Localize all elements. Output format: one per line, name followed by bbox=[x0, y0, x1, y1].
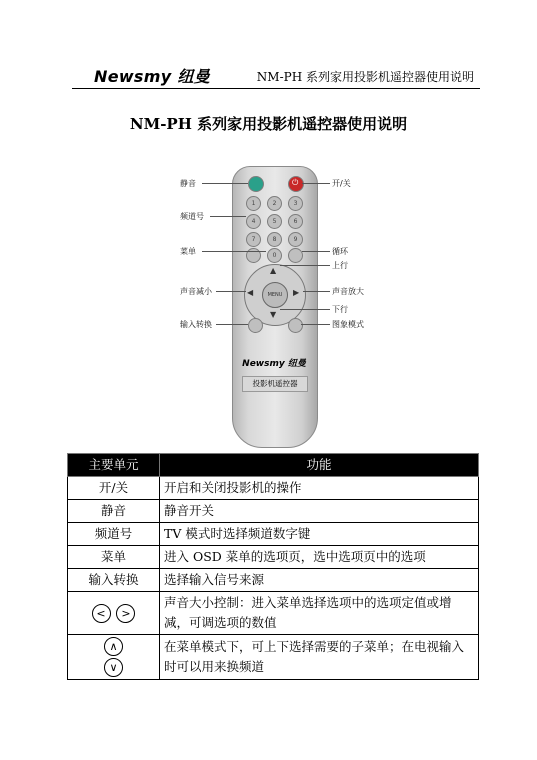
table-row bbox=[68, 635, 479, 680]
number-key: 7 bbox=[246, 232, 261, 247]
leader-line bbox=[202, 251, 266, 252]
header-title: NM-PH 系列家用投影机遥控器使用说明 bbox=[256, 70, 474, 84]
callout-input: 输入转换 bbox=[180, 320, 212, 329]
unit-cell-up-down bbox=[68, 635, 160, 680]
callout-mute: 静音 bbox=[180, 179, 196, 188]
callout-up: 上行 bbox=[332, 261, 348, 270]
table-row bbox=[68, 477, 479, 500]
number-key: 9 bbox=[288, 232, 303, 247]
unit-cell: 静音 bbox=[68, 500, 160, 523]
power-button bbox=[288, 176, 304, 192]
table-row bbox=[68, 569, 479, 592]
number-key: 5 bbox=[267, 214, 282, 229]
leader-line bbox=[210, 216, 246, 217]
remote-plate: 投影机遥控器 bbox=[242, 376, 308, 392]
down-arrow-icon: ∨ bbox=[104, 658, 123, 677]
page-header bbox=[72, 62, 480, 89]
mute-button bbox=[248, 176, 264, 192]
brand-logo: Newsmy 纽曼 bbox=[94, 67, 210, 86]
number-key: 3 bbox=[288, 196, 303, 211]
table-row bbox=[68, 523, 479, 546]
up-arrow-icon: ▲ bbox=[270, 266, 277, 275]
unit-cell: 开/关 bbox=[68, 477, 160, 500]
leader-line bbox=[301, 324, 330, 325]
function-cell: TV 模式时选择频道数字键 bbox=[160, 523, 479, 546]
left-arrow-icon: < bbox=[92, 604, 111, 623]
function-cell: 进入 OSD 菜单的选项页，选中选项页中的选项 bbox=[160, 546, 479, 569]
function-cell: 开启和关闭投影机的操作 bbox=[160, 477, 479, 500]
number-key: 1 bbox=[246, 196, 261, 211]
leader-line bbox=[302, 183, 330, 184]
column-header-function: 功能 bbox=[160, 454, 479, 477]
leader-line bbox=[216, 291, 246, 292]
function-cell: 在菜单模式下，可上下选择需要的子菜单；在电视输入时可以用来换频道 bbox=[160, 635, 479, 680]
leader-line bbox=[303, 291, 330, 292]
column-header-unit: 主要单元 bbox=[68, 454, 160, 477]
unit-cell: 输入转换 bbox=[68, 569, 160, 592]
leader-line bbox=[202, 183, 248, 184]
unit-cell: 菜单 bbox=[68, 546, 160, 569]
unit-cell-left-right bbox=[68, 592, 160, 635]
document-title: NM-PH 系列家用投影机遥控器使用说明 bbox=[129, 115, 408, 133]
function-cell: 声音大小控制：进入菜单选择选项中的选项定值或增减，可调选项的数值 bbox=[160, 592, 479, 635]
callout-vol-down: 声音减小 bbox=[180, 287, 212, 296]
remote-brand: Newsmy 纽曼 bbox=[242, 359, 306, 369]
input-key bbox=[248, 318, 263, 333]
right-arrow-icon: ▶ bbox=[293, 288, 300, 297]
number-key: 0 bbox=[267, 248, 282, 263]
callout-loop: 循环 bbox=[332, 247, 348, 256]
right-arrow-icon: > bbox=[116, 604, 135, 623]
table-row bbox=[68, 546, 479, 569]
remote-illustration bbox=[160, 160, 390, 455]
loop-key bbox=[288, 248, 303, 263]
picture-key bbox=[288, 318, 303, 333]
table-row bbox=[68, 592, 479, 635]
callout-channel: 频道号 bbox=[180, 212, 204, 221]
function-table bbox=[67, 453, 479, 680]
callout-menu: 菜单 bbox=[180, 247, 196, 256]
leader-line bbox=[302, 251, 330, 252]
table-row bbox=[68, 500, 479, 523]
number-key: 6 bbox=[288, 214, 303, 229]
leader-line bbox=[280, 309, 330, 310]
leader-line bbox=[280, 265, 330, 266]
number-key: 8 bbox=[267, 232, 282, 247]
left-arrow-icon: ◀ bbox=[247, 288, 254, 297]
function-cell: 静音开关 bbox=[160, 500, 479, 523]
callout-picture: 图象模式 bbox=[332, 320, 364, 329]
function-cell: 选择输入信号来源 bbox=[160, 569, 479, 592]
up-arrow-icon: ∧ bbox=[104, 637, 123, 656]
table-header-row bbox=[68, 454, 479, 477]
number-key: 2 bbox=[267, 196, 282, 211]
callout-vol-up: 声音放大 bbox=[332, 287, 364, 296]
menu-button: MENU bbox=[262, 282, 288, 308]
number-key: 4 bbox=[246, 214, 261, 229]
unit-cell: 频道号 bbox=[68, 523, 160, 546]
down-arrow-icon: ▼ bbox=[270, 310, 277, 319]
callout-power: 开/关 bbox=[332, 179, 351, 188]
leader-line bbox=[216, 324, 248, 325]
callout-down: 下行 bbox=[332, 305, 348, 314]
